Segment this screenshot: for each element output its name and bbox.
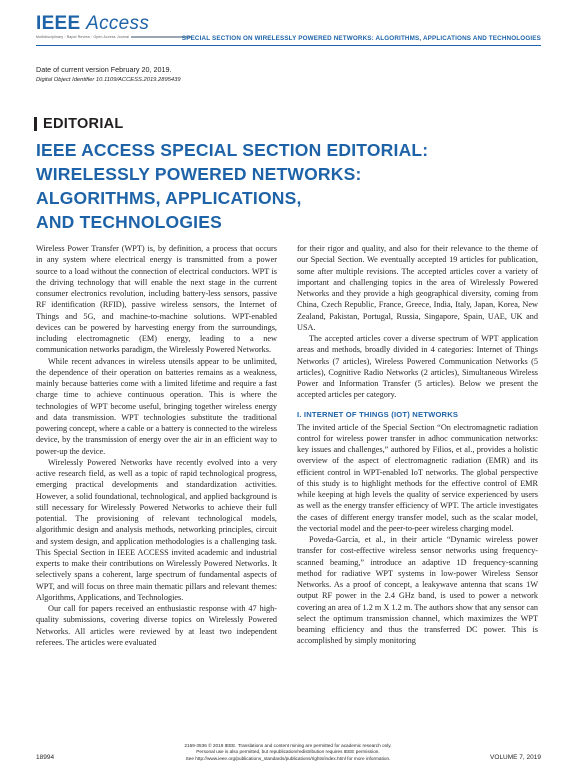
title-line: WIRELESSLY POWERED NETWORKS:: [36, 164, 362, 184]
left-column: [36, 243, 277, 648]
version-date: Date of current version February 20, 2019.: [36, 65, 172, 74]
body-paragraph: While recent advances in wireless utensils appear to be unlimited, the dependence of their operation on batteries remains as a weakness, mainly because batteries come with a limited lifetime and require a fast charge time to achieve continuous operation. This is where the technologies of WPT become useful, bringing together wireless energy and data transmission. WPT technologies substitute the traditional powering concept, where a cable or a battery is connected to the wireless device, by the transmission of energy over the air in an efficient way to power-up the device.: [36, 356, 277, 456]
logo-wordmark: [36, 14, 191, 34]
copyright-line: Personal use is also permitted, but republication/redistribution requires IEEE permission.: [196, 749, 380, 755]
copyright-line: See http://www.ieee.org/publications_standards/publications/rights/index.html for more information.: [185, 755, 391, 761]
editorial-text: EDITORIAL: [43, 115, 124, 132]
logo-tagline-text: Multidisciplinary : Rapid Review : Open Access Journal: [36, 35, 130, 39]
doi: Digital Object Identifier 10.1109/ACCESS.2019.2895439: [36, 77, 181, 83]
article-title: [36, 138, 436, 234]
body-paragraph: for their rigor and quality, and also for their relevance to the theme of our Special Section. We eventually accepted 19 articles for publication, some after multiple revisions. The accepted articles cover a variety of important and challenging topics in the area of Wirelessly Powered Networks and they provide a high geographical diversity, coming from China, Czech Republic, France, Greece, India, Italy, Japan, Korea, New Zealand, Pakistan, Portugal, Russia, Singapore, Spain, UAE, UK and USA.: [297, 244, 538, 332]
logo-access: Access: [86, 13, 150, 34]
copyright-line: 2169-3536 © 2019 IEEE. Translations and content mining are permitted for academic research only.: [184, 743, 392, 748]
header-rule: [36, 45, 541, 46]
body-paragraph: The accepted articles cover a diverse spectrum of WPT application areas and methods, broadly divided in 4 categories: Internet of Things Networks (7 articles), Wireless Powered Communication Networks (5 articles), Cognitive Radio Networks (2 articles), Simultaneous Wireless Power and Information Transfer (5 articles). Below we present the accepted articles per category.: [297, 334, 538, 400]
title-line: AND TECHNOLOGIES: [36, 212, 222, 232]
title-line: IEEE ACCESS SPECIAL SECTION EDITORIAL:: [36, 140, 429, 160]
body-paragraph: The invited article of the Special Section “On electromagnetic radiation control for wireless power transfer in adhoc communication networks: key issues and challenges,” authored by Filios, et al., provides a holistic overview of the aspect of electromagnetic radiation (EMR) and its efficient control in WPT-enabled IoT networks. The global perspective of this study is to highlight methods for the effective control of EMR while keeping at high levels the quality of service experienced by users as well as the energy transfer efficiency of WPT. The article investigates the cases of different energy transfer model, such as the scalar model, the vectorial model and the peer-to-peer wireless charging model.: [297, 422, 538, 533]
copyright-notice: [108, 743, 468, 762]
editorial-label: [34, 116, 124, 131]
logo-ieee: IEEE: [36, 13, 81, 34]
section-header: SPECIAL SECTION ON WIRELESSLY POWERED NETWORKS: ALGORITHMS, APPLICATIONS AND TECHNOLOGIES: [181, 35, 541, 42]
volume-label: VOLUME 7, 2019: [490, 754, 541, 761]
editorial-bar: [34, 117, 37, 131]
body-paragraph: Our call for papers received an enthusiastic response with 47 high-quality submissions, covering diverse topics on Wirelessly Powered Networks. All articles were reviewed by at least two independent referees. The articles were evaluated: [36, 604, 277, 647]
ieee-access-logo: [36, 14, 191, 39]
page-number: 18994: [36, 754, 55, 761]
section-heading-iot: I. INTERNET OF THINGS (IOT) NETWORKS: [297, 409, 459, 419]
right-column: [297, 243, 538, 647]
body-paragraph: Wirelessly Powered Networks have recently evolved into a very active research field, as well as a topic of rapid technological progress, emerging practical developments and standardization activities. However, a solid foundational, technological, and applied background is still necessary for Wirelessly Powered Networks to achieve their full potential. The provisioning of relevant technological models, algorithmic design and analysis methods, networking principles, circuit and system design, and application methodologies is a challenging task. This Special Section in IEEE ACCESS invited academic and industrial experts to make their contributions on Wirelessly Powered Networks. It selectively spans a coherent, large spectrum of fundamental aspects of WPT, and will focus on three main thematic pillars and relevant themes: Algorithms, Applications, and Technologies.: [36, 457, 277, 602]
body-paragraph: Wireless Power Transfer (WPT) is, by definition, a process that occurs in any system where electrical energy is transmitted from a power source to a load without the connection of electrical conductors. WPT is the driving technology that will enable the next stage in the current consumer electronics revolution, including battery-less sensors, passive RF identification (RFID), passive wireless sensors, the Internet of Things and 5G, and machine-to-machine solutions. WPT-enabled devices can be powered by harvesting energy from the surroundings, including electromagnetic (EM) energy, leading to a new communication networks paradigm, the Wirelessly Powered Networks.: [36, 244, 277, 355]
title-line: ALGORITHMS, APPLICATIONS,: [36, 188, 302, 208]
body-paragraph: Poveda-García, et al., in their article “Dynamic wireless power transfer for cost-effective wireless sensor networks using frequency-scanned beaming,” introduce an adaptive 1D frequency-scanning method for radiative WPT systems in low-power Wireless Sensor Networks. As a proof of concept, a leakywave antenna that scans 1W output RF power in the 2.4 GHz band, is used to power a network covering an area of 1.2 m X 1.2 m. The authors show that any sensor can select the optimum transmission channel, which maximizes the WPT beaming efficiency and thus the transferred DC power. This is accomplished by simply monitoring: [297, 535, 538, 646]
article-meta: [36, 64, 181, 86]
logo-tagline: [36, 35, 191, 39]
